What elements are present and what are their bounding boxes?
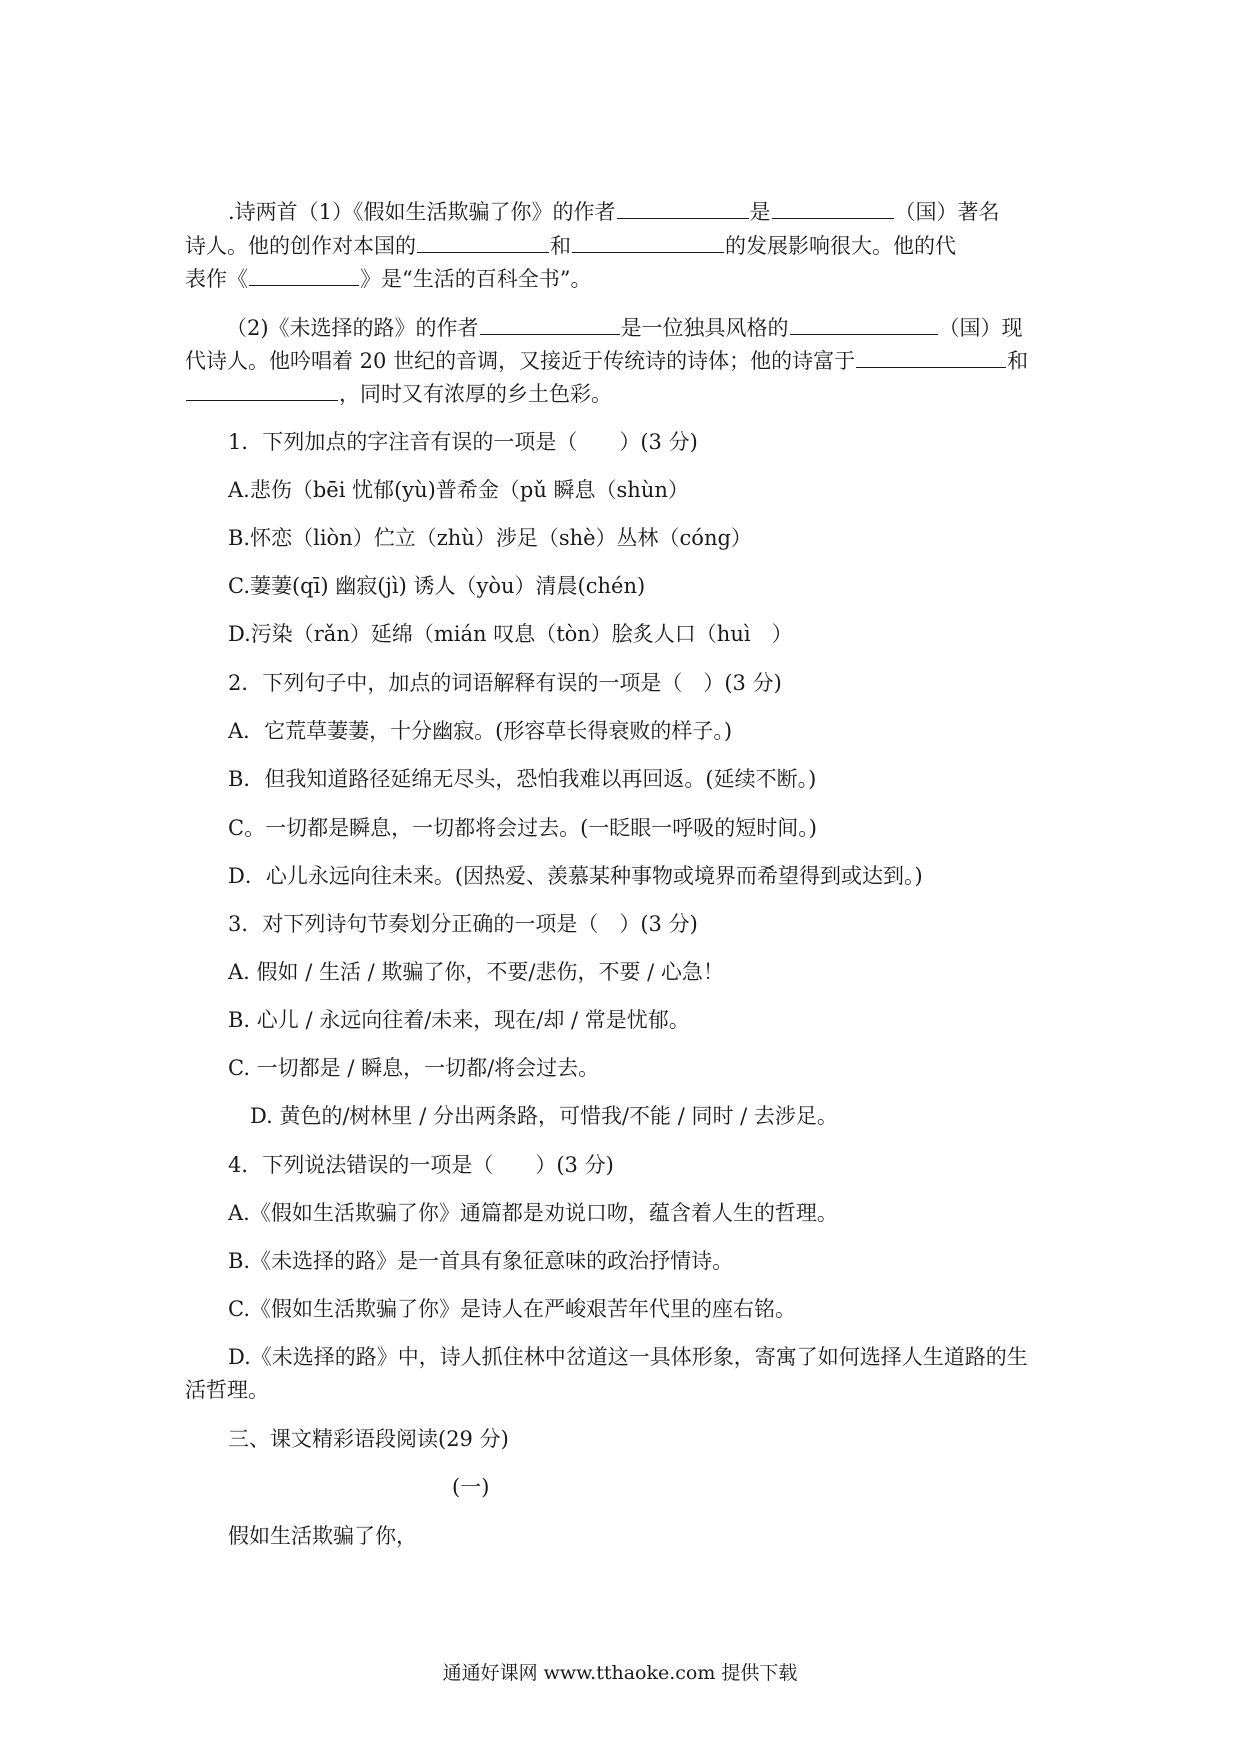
q3-option-b[interactable]: B. 心儿 / 永远向往着/未来，现在/却 / 常是忧郁。: [228, 1008, 690, 1032]
intro-line-2: [185, 232, 956, 260]
text-segment: 和: [550, 234, 571, 258]
text-segment: 代诗人。他吟唱着 20 世纪的音调，又接近于传统诗的诗体；他的诗富于: [185, 349, 856, 373]
poem-line: 假如生活欺骗了你，: [228, 1524, 417, 1548]
intro-line-3: [185, 265, 591, 293]
q1-option-d[interactable]: D.污染（rǎn）延绵（mián 叹息（tòn）脍炙人口（huì ）: [228, 622, 793, 646]
text-segment: 表作《: [185, 267, 248, 291]
section-title: 三、课文精彩语段阅读(29 分): [228, 1427, 509, 1451]
section-subtitle: (一): [452, 1475, 490, 1499]
text-segment: .诗两首（1）《假如生活欺骗了你》的作者: [228, 200, 616, 224]
intro-line-5: [185, 347, 1028, 375]
text-segment: 的发展影响很大。他的代: [725, 234, 956, 258]
q1-option-a[interactable]: A.悲伤（bēi 忧郁(yù)普希金（pǔ 瞬息（shùn）: [228, 478, 689, 502]
text-segment: 是: [749, 200, 771, 224]
text-segment: （国）现: [938, 316, 1023, 340]
q4-stem: 4．下列说法错误的一项是（ ）(3 分): [228, 1153, 614, 1177]
q1-option-b[interactable]: B.怀恋（liòn）伫立（zhù）涉足（shè）丛林（cóng）: [228, 526, 752, 550]
answer-blank[interactable]: [617, 198, 749, 219]
q4-option-c[interactable]: C.《假如生活欺骗了你》是诗人在严峻艰苦年代里的座右铭。: [228, 1297, 796, 1321]
q3-option-c[interactable]: C. 一切都是 / 瞬息，一切都/将会过去。: [228, 1056, 600, 1080]
text-segment: ，同时又有浓厚的乡土色彩。: [339, 382, 612, 406]
q4-option-d[interactable]: D.《未选择的路》中，诗人抓住林中岔道这一具体形象，寄寓了如何选择人生道路的生: [228, 1345, 1028, 1369]
answer-blank[interactable]: [417, 232, 549, 253]
answer-blank[interactable]: [856, 347, 1006, 368]
text-segment: 和: [1007, 349, 1029, 373]
intro-line-4: [226, 314, 1023, 342]
q4-option-d-cont: 活哲理。: [185, 1378, 269, 1402]
q2-option-c[interactable]: C。一切都是瞬息，一切都将会过去。(一眨眼一呼吸的短时间。): [228, 816, 817, 840]
answer-blank[interactable]: [480, 314, 620, 335]
q4-option-b[interactable]: B.《未选择的路》是一首具有象征意味的政治抒情诗。: [228, 1249, 734, 1273]
q1-option-c[interactable]: C.萋萋(qī) 幽寂(jì) 诱人（yòu）清晨(chén): [228, 574, 646, 598]
answer-blank[interactable]: [249, 265, 359, 286]
text-segment: 是一位独具风格的: [620, 316, 789, 340]
intro-line-1: [228, 198, 1000, 226]
q4-option-a[interactable]: A.《假如生活欺骗了你》通篇都是劝说口吻，蕴含着人生的哲理。: [228, 1201, 838, 1225]
q2-stem: 2．下列句子中，加点的词语解释有误的一项是（ ）(3 分): [228, 671, 782, 695]
q3-option-a[interactable]: A. 假如 / 生活 / 欺骗了你，不要/悲伤，不要 / 心急！: [228, 960, 724, 984]
q2-option-a[interactable]: A．它荒草萋萋，十分幽寂。(形容草长得衰败的样子。): [228, 719, 733, 743]
q1-stem: 1．下列加点的字注音有误的一项是（ ）(3 分): [228, 430, 698, 454]
text-segment: 》是“生活的百科全书”。: [360, 267, 592, 291]
q3-stem: 3．对下列诗句节奏划分正确的一项是（ ）(3 分): [228, 912, 698, 936]
footer-text: 通通好课网 www.tthaoke.com 提供下载: [442, 1662, 798, 1684]
answer-blank[interactable]: [572, 232, 724, 253]
intro-line-6: [185, 380, 612, 408]
answer-blank[interactable]: [772, 198, 894, 219]
answer-blank[interactable]: [186, 380, 338, 401]
q3-option-d[interactable]: D. 黄色的/树林里 / 分出两条路，可惜我/不能 / 同时 / 去涉足。: [250, 1104, 838, 1128]
text-segment: （国）著名: [894, 200, 1000, 224]
text-segment: 诗人。他的创作对本国的: [185, 234, 416, 258]
text-segment: （2)《未选择的路》的作者: [226, 316, 479, 340]
q2-option-b[interactable]: B．但我知道路径延绵无尽头，恐怕我难以再回返。(延续不断。): [228, 767, 817, 791]
answer-blank[interactable]: [790, 314, 938, 335]
q2-option-d[interactable]: D．心儿永远向往未来。(因热爱、羡慕某种事物或境界而希望得到或达到。): [228, 864, 923, 888]
